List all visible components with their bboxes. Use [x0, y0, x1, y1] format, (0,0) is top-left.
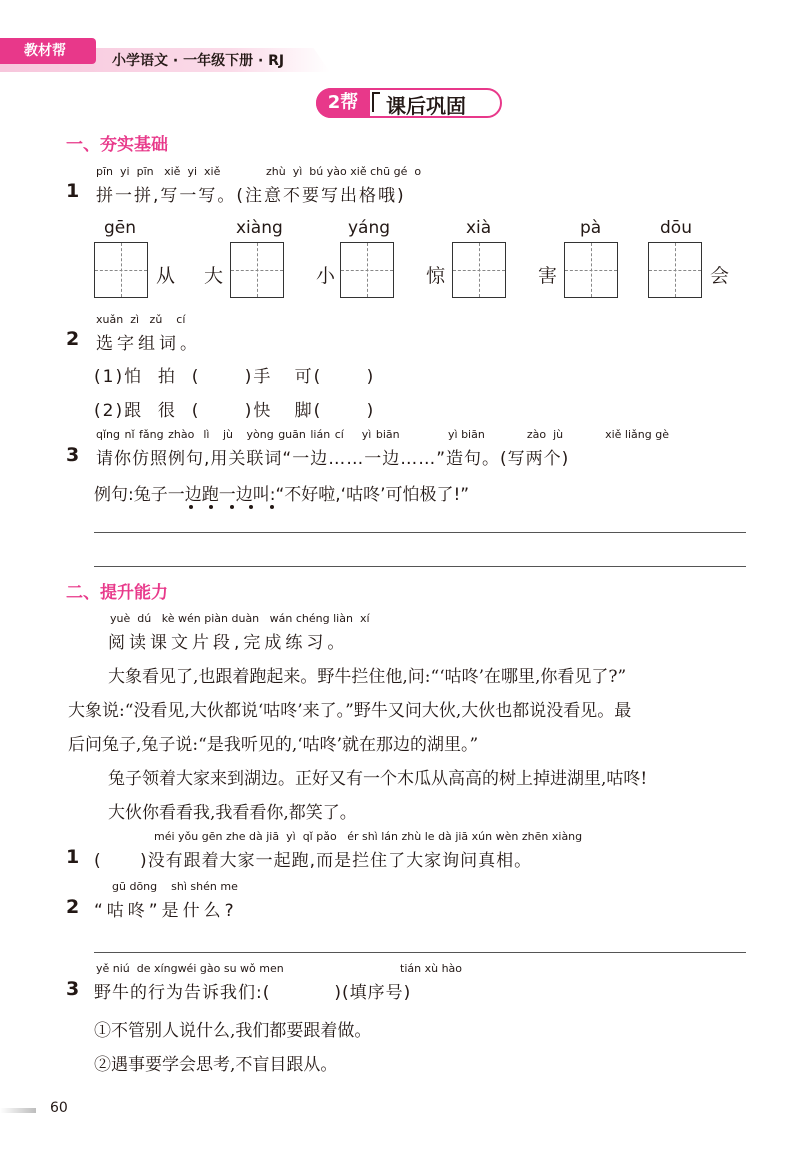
writing-grid-4[interactable]: [452, 242, 506, 298]
q3-example: 例句:兔子一边跑一边叫:“不好啦,‘咕咚’可怕极了!”: [94, 485, 470, 505]
emphasis-dot: [249, 505, 253, 509]
emphasis-dot: [270, 505, 274, 509]
writing-grid-1[interactable]: [94, 242, 148, 298]
s2q3-pinyin-2: tián xù hào: [400, 962, 463, 975]
grid-pinyin-4: xià: [466, 218, 492, 238]
q1-text: 拼一拼,写一写。(注意不要写出格哦): [96, 186, 406, 206]
q1-pinyin-2: zhù yì bú yào xiě chū gé o: [266, 165, 422, 178]
badge-title: 课后巩固: [386, 94, 466, 118]
grid-char-5: 害: [538, 265, 558, 287]
section1-title: 一、夯实基础: [66, 135, 168, 155]
s2q2-number: 2: [66, 896, 80, 918]
grid-char-3: 小: [316, 265, 336, 287]
q1-number: 1: [66, 180, 80, 202]
option-2: ②遇事要学会思考,不盲目跟从。: [94, 1055, 338, 1075]
grid-char-6: 会: [710, 265, 730, 287]
passage-line-4: 兔子领着大家来到湖边。正好又有一个木瓜从高高的树上掉进湖里,咕咚!: [108, 769, 648, 789]
page-number: 60: [50, 1100, 68, 1116]
q1-pinyin: pīn yi pīn xiě yi xiě: [96, 165, 221, 178]
passage-line-2: 大象说:“没看见,大伙都说‘咕咚’来了。”野牛又问大伙,大伙也都说没看见。最: [68, 701, 632, 721]
s2q2-pinyin: gū dōng shì shén me: [112, 880, 238, 893]
intro-pinyin: yuè dú kè wén piàn duàn wán chéng liàn xí: [110, 612, 370, 625]
q2-pinyin: xuǎn zì zǔ cí: [96, 313, 186, 326]
q3-pinyin-2: yì biān zào jù xiě liǎng gè: [448, 428, 669, 441]
intro-text: 阅读课文片段,完成练习。: [108, 633, 349, 653]
answer-line-3[interactable]: [94, 952, 746, 953]
grid-pinyin-6: dōu: [660, 218, 692, 238]
q3-number: 3: [66, 444, 80, 466]
grid-pinyin-3: yáng: [348, 218, 391, 238]
q2-text: 选字组词。: [96, 334, 201, 354]
emphasis-dot: [209, 505, 213, 509]
grid-char-1: 从: [156, 265, 176, 287]
option-1: ①不管别人说什么,我们都要跟着做。: [94, 1021, 372, 1041]
grid-pinyin-5: pà: [580, 218, 602, 238]
answer-line-1[interactable]: [94, 532, 746, 533]
writing-grid-5[interactable]: [564, 242, 618, 298]
grid-char-4: 惊: [426, 265, 446, 287]
grid-char-2: 大: [204, 265, 224, 287]
s2q3-text: 野牛的行为告诉我们:( )(填序号): [94, 983, 412, 1003]
grid-pinyin-2: xiàng: [236, 218, 283, 238]
q2-line1: (1)怕 拍 ( )手 可( ): [94, 367, 376, 387]
badge-number: 2帮: [316, 88, 370, 118]
s2q2-text: “咕咚”是什么?: [94, 901, 238, 921]
emphasis-dot: [189, 505, 193, 509]
q3-pinyin: qǐng nǐ fǎng zhào lì jù yòng guān lián cí yì biān: [96, 428, 400, 441]
writing-grid-6[interactable]: [648, 242, 702, 298]
s2q3-pinyin: yě niú de xíngwéi gào su wǒ men: [96, 962, 284, 975]
q2-line2: (2)跟 很 ( )快 脚( ): [94, 401, 376, 421]
q2-number: 2: [66, 328, 80, 350]
grid-pinyin-1: gēn: [104, 218, 137, 238]
s2q3-number: 3: [66, 978, 80, 1000]
passage-line-1: 大象看见了,也跟着跑起来。野牛拦住他,问:“‘咕咚’在哪里,你看见了?”: [108, 667, 627, 687]
footer-bar: [0, 1108, 36, 1113]
answer-line-2[interactable]: [94, 566, 746, 567]
section2-title: 二、提升能力: [66, 583, 168, 603]
passage-line-3: 后问兔子,兔子说:“是我听见的,‘咕咚’就在那边的湖里。”: [68, 735, 479, 755]
writing-grid-2[interactable]: [230, 242, 284, 298]
s2q1-text: ( )没有跟着大家一起跑,而是拦住了大家询问真相。: [94, 851, 533, 871]
emphasis-dot: [230, 505, 234, 509]
header-title: 小学语文 · 一年级下册 · RJ: [112, 53, 285, 69]
s2q1-number: 1: [66, 846, 80, 868]
writing-grid-3[interactable]: [340, 242, 394, 298]
q3-text: 请你仿照例句,用关联词“一边……一边……”造句。(写两个): [96, 449, 570, 469]
passage-line-5: 大伙你看看我,我看看你,都笑了。: [108, 803, 357, 823]
header-tab: 教材帮: [0, 38, 96, 64]
s2q1-pinyin: méi yǒu gēn zhe dà jiā yì qǐ pǎo ér shì lán zhù le dà jiā xún wèn zhēn xiàng: [154, 830, 583, 843]
badge-bracket-icon: [372, 92, 380, 112]
